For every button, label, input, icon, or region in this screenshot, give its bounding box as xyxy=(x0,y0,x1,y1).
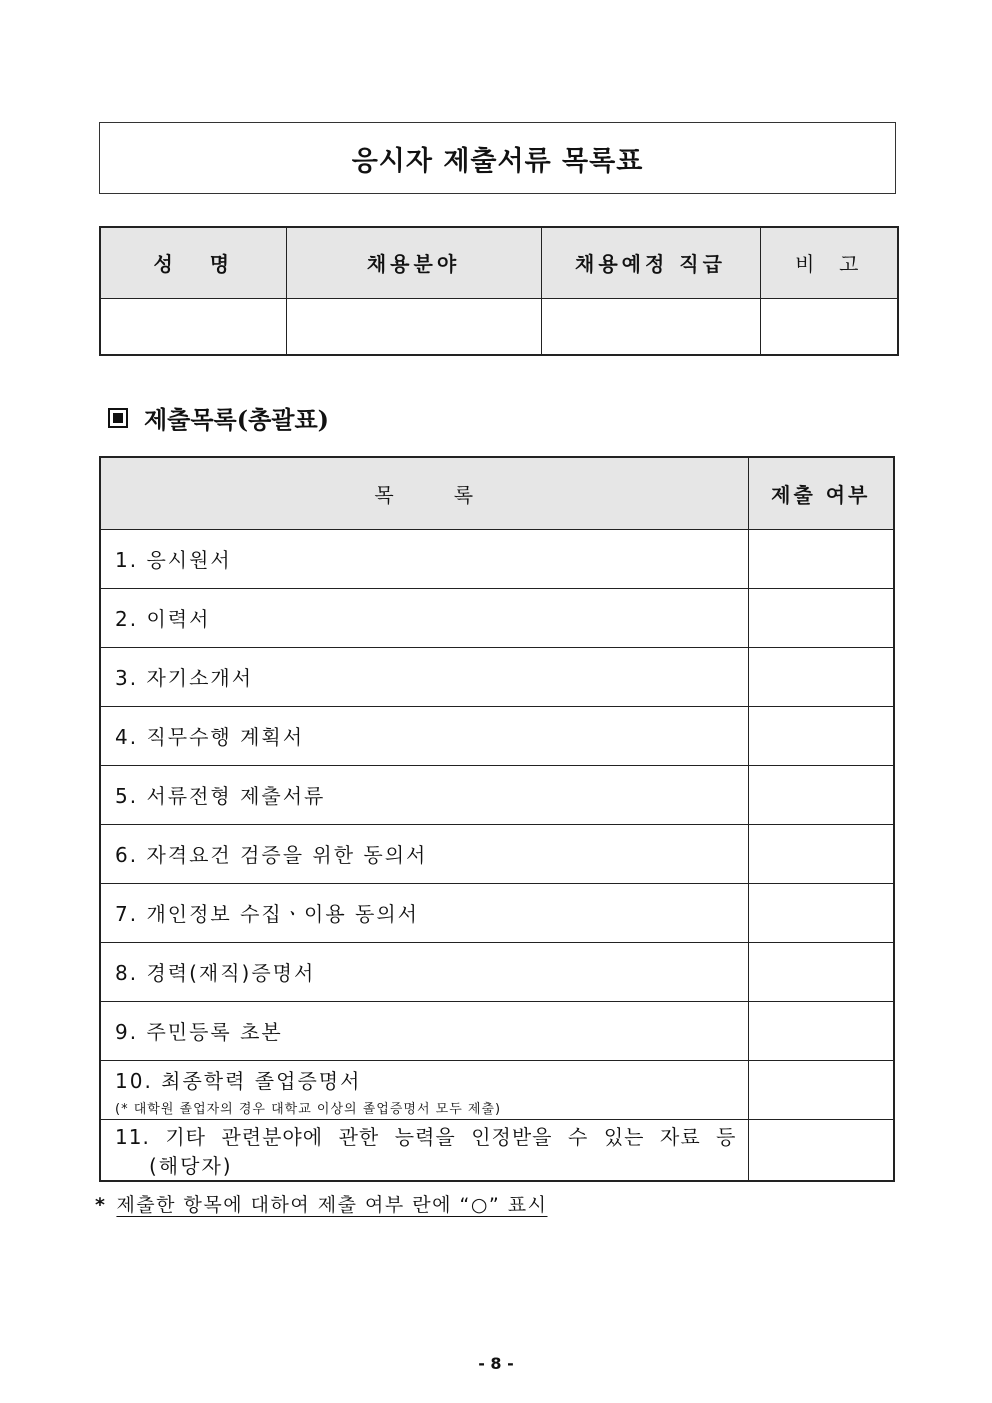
submission-list-table xyxy=(99,456,895,1182)
submission-check-cell[interactable] xyxy=(748,1060,894,1119)
list-item-label: 3. 자기소개서 xyxy=(100,647,748,706)
list-item-label: 5. 서류전형 제출서류 xyxy=(100,765,748,824)
header-item: 목록 xyxy=(100,457,748,529)
list-item-label: 9. 주민등록 초본 xyxy=(100,1001,748,1060)
list-item-10 xyxy=(100,1060,748,1119)
list-item-11 xyxy=(100,1119,748,1181)
list-row xyxy=(100,1060,894,1119)
list-item-label: 4. 직무수행 계획서 xyxy=(100,706,748,765)
list-row xyxy=(100,588,894,647)
submission-check-cell[interactable] xyxy=(748,1001,894,1060)
header-field: 채용분야 xyxy=(286,227,541,298)
footnote-text: 제출한 항목에 대하여 제출 여부 란에 “○” 표시 xyxy=(116,1194,548,1216)
list-row xyxy=(100,706,894,765)
list-item-label: 6. 자격요건 검증을 위한 동의서 xyxy=(100,824,748,883)
list-item-label: 8. 경력(재직)증명서 xyxy=(100,942,748,1001)
list-row xyxy=(100,1119,894,1181)
submission-check-cell[interactable] xyxy=(748,647,894,706)
list-item-label: 10. 최종학력 졸업증명서 xyxy=(115,1068,362,1093)
info-header-row xyxy=(100,227,898,298)
list-row xyxy=(100,824,894,883)
list-row xyxy=(100,765,894,824)
header-name: 성 명 xyxy=(100,227,286,298)
list-row xyxy=(100,883,894,942)
list-header-row xyxy=(100,457,894,529)
footnote-marker: * xyxy=(95,1194,107,1216)
header-submission: 제출 여부 xyxy=(748,457,894,529)
position-cell[interactable] xyxy=(541,298,760,355)
submission-check-cell[interactable] xyxy=(748,1119,894,1181)
list-row xyxy=(100,529,894,588)
list-item-label: 2. 이력서 xyxy=(100,588,748,647)
submission-check-cell[interactable] xyxy=(748,765,894,824)
filled-square-icon xyxy=(108,408,128,428)
submission-check-cell[interactable] xyxy=(748,529,894,588)
info-input-row xyxy=(100,298,898,355)
list-item-label: 1. 응시원서 xyxy=(100,529,748,588)
list-item-label-continued: (해당자) xyxy=(149,1153,233,1178)
submission-check-cell[interactable] xyxy=(748,824,894,883)
submission-check-cell[interactable] xyxy=(748,588,894,647)
section-title: 제출목록(총괄표) xyxy=(144,405,329,434)
header-remarks: 비 고 xyxy=(760,227,898,298)
document-title: 응시자 제출서류 목록표 xyxy=(351,145,644,177)
page-number: - 8 - xyxy=(478,1354,514,1373)
applicant-info-table xyxy=(99,226,899,356)
list-row xyxy=(100,1001,894,1060)
list-item-note: (* 대학원 졸업자의 경우 대학교 이상의 졸업증명서 모두 제출) xyxy=(115,1101,502,1117)
document-title-box xyxy=(99,122,896,194)
submission-check-cell[interactable] xyxy=(748,883,894,942)
remarks-cell[interactable] xyxy=(760,298,898,355)
field-cell[interactable] xyxy=(286,298,541,355)
list-row xyxy=(100,647,894,706)
list-item-label: 7. 개인정보 수집ㆍ이용 동의서 xyxy=(100,883,748,942)
submission-check-cell[interactable] xyxy=(748,706,894,765)
list-row xyxy=(100,942,894,1001)
list-item-label: 11. 기타 관련분야에 관한 능력을 인정받을 수 있는 자료 등 xyxy=(115,1124,737,1149)
header-position: 채용예정 직급 xyxy=(541,227,760,298)
footnote xyxy=(95,1190,548,1217)
submission-check-cell[interactable] xyxy=(748,942,894,1001)
section-heading xyxy=(108,400,329,435)
name-cell[interactable] xyxy=(100,298,286,355)
